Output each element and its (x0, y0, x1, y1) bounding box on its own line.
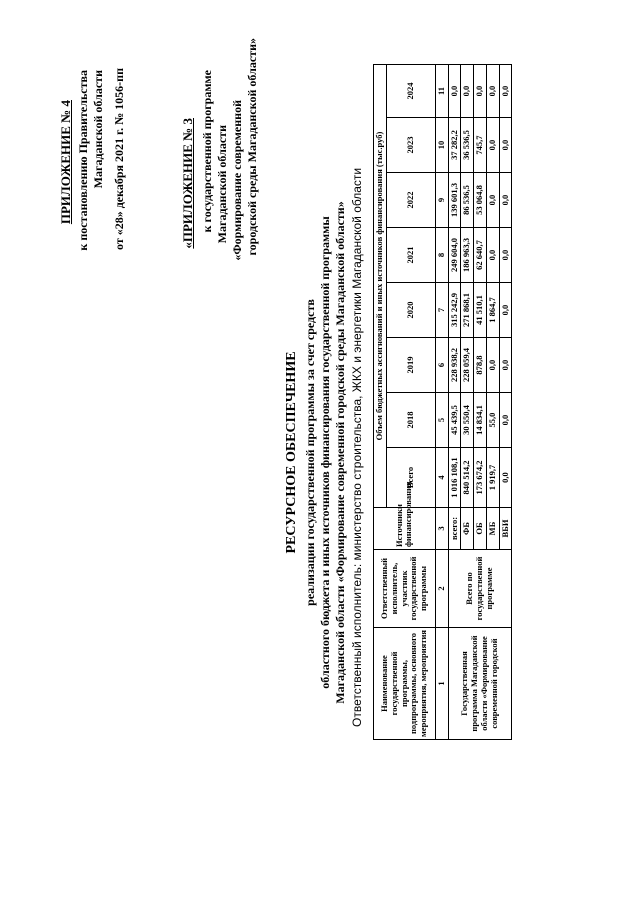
col-number: 3 (435, 508, 448, 550)
col-number: 10 (435, 118, 448, 173)
value-cell: 0,0 (499, 338, 512, 393)
appendix-3-heading: «ПРИЛОЖЕНИЕ № 3 (180, 118, 195, 249)
col-name-header: Наименование государственной программы, подпрограммы, основного мероприятия, мероприятия (374, 628, 436, 740)
col-number: 8 (435, 228, 448, 283)
appendix-4-heading: ПРИЛОЖЕНИЕ № 4 (58, 100, 73, 225)
col-number: 7 (435, 283, 448, 338)
value-cell: 0,0 (461, 65, 474, 118)
program-exec-cell: Всего по государственной программе (448, 550, 512, 628)
decree-line-2: Магаданской области (91, 70, 105, 189)
value-cell: 228 938,2 (448, 338, 461, 393)
program-ref-line-3: «Формирование современной (230, 100, 244, 261)
col-number: 9 (435, 173, 448, 228)
year-header: 2023 (386, 118, 435, 173)
value-cell: 0,0 (474, 65, 487, 118)
value-cell: 878,8 (474, 338, 487, 393)
value-cell: 1 016 108,1 (448, 448, 461, 508)
value-cell: 0,0 (486, 173, 499, 228)
value-cell: 41 510,1 (474, 283, 487, 338)
year-header: 2018 (386, 393, 435, 448)
decree-line-1: к постановлению Правительства (76, 70, 90, 251)
value-cell: 14 834,1 (474, 393, 487, 448)
col-number: 5 (435, 393, 448, 448)
value-cell: 315 242,9 (448, 283, 461, 338)
value-cell: 0,0 (499, 393, 512, 448)
year-header: 2019 (386, 338, 435, 393)
year-header: 2024 (386, 65, 435, 118)
value-cell: 37 282,2 (448, 118, 461, 173)
value-cell: 53 064,8 (474, 173, 487, 228)
value-cell: 0,0 (499, 448, 512, 508)
value-cell: 0,0 (499, 283, 512, 338)
year-header: 2020 (386, 283, 435, 338)
value-cell: 0,0 (486, 338, 499, 393)
year-header: 2022 (386, 173, 435, 228)
value-cell: 55,0 (486, 393, 499, 448)
value-cell: 745,7 (474, 118, 487, 173)
source-cell: ФБ (461, 508, 474, 550)
col-number: 4 (435, 448, 448, 508)
program-ref-line-2: Магаданской области (215, 125, 229, 244)
financing-table (373, 64, 512, 740)
value-cell: 62 640,7 (474, 228, 487, 283)
col-number: 6 (435, 338, 448, 393)
value-cell: 0,0 (499, 228, 512, 283)
decree-date-line: от «28» декабря 2021 г. № 1056-пп (112, 68, 126, 251)
value-cell: 186 963,3 (461, 228, 474, 283)
col-volume-header: Объем бюджетных ассигнований и иных источников финансирования (тыс.руб) (374, 65, 387, 508)
value-cell: 0,0 (499, 173, 512, 228)
value-cell: 0,0 (486, 228, 499, 283)
value-cell: 0,0 (499, 118, 512, 173)
value-cell: 1 864,7 (486, 283, 499, 338)
column-number-row (435, 65, 448, 740)
year-header: 2021 (386, 228, 435, 283)
source-cell: ОБ (474, 508, 487, 550)
source-cell: ВБИ (499, 508, 512, 550)
value-cell: 228 059,4 (461, 338, 474, 393)
program-name-cell: Государственная программа Магаданской области «Формирование современной городской (448, 628, 512, 740)
value-cell: 139 601,3 (448, 173, 461, 228)
header-row-1 (374, 65, 387, 740)
value-cell: 249 604,0 (448, 228, 461, 283)
value-cell: 1 919,7 (486, 448, 499, 508)
col-number: 2 (435, 550, 448, 628)
year-header: Всего (386, 448, 435, 508)
value-cell: 840 514,2 (461, 448, 474, 508)
value-cell: 0,0 (486, 65, 499, 118)
source-cell: всего: (448, 508, 461, 550)
source-cell: МБ (486, 508, 499, 550)
program-ref-line-1: к государственной программе (200, 70, 214, 233)
value-cell: 36 536,5 (461, 118, 474, 173)
responsible-executor: Ответственный исполнитель: министерство строительства, ЖКХ и энергетики Магаданской области (350, 167, 364, 727)
value-cell: 86 536,5 (461, 173, 474, 228)
title-line-3: Магаданской области «Формирование современной городской среды Магаданской области» (333, 201, 347, 704)
title-line-2: областного бюджета и иных источников финансирования государственной программы (318, 216, 332, 689)
value-cell: 45 439,5 (448, 393, 461, 448)
program-ref-line-4: городской среды Магаданской области» (245, 38, 259, 256)
col-number: 1 (435, 628, 448, 740)
document-title: РЕСУРСНОЕ ОБЕСПЕЧЕНИЕ (284, 351, 299, 554)
col-source-header: Источники финансирования (374, 508, 436, 550)
table-row (448, 65, 461, 740)
value-cell: 173 674,2 (474, 448, 487, 508)
value-cell: 0,0 (448, 65, 461, 118)
col-number: 11 (435, 65, 448, 118)
value-cell: 271 868,1 (461, 283, 474, 338)
value-cell: 30 550,4 (461, 393, 474, 448)
col-exec-header: Ответственный исполнитель, участник государственной программы (374, 550, 436, 628)
value-cell: 0,0 (499, 65, 512, 118)
title-line-1: реализации государственной программы за счет средств (303, 299, 317, 606)
value-cell: 0,0 (486, 118, 499, 173)
